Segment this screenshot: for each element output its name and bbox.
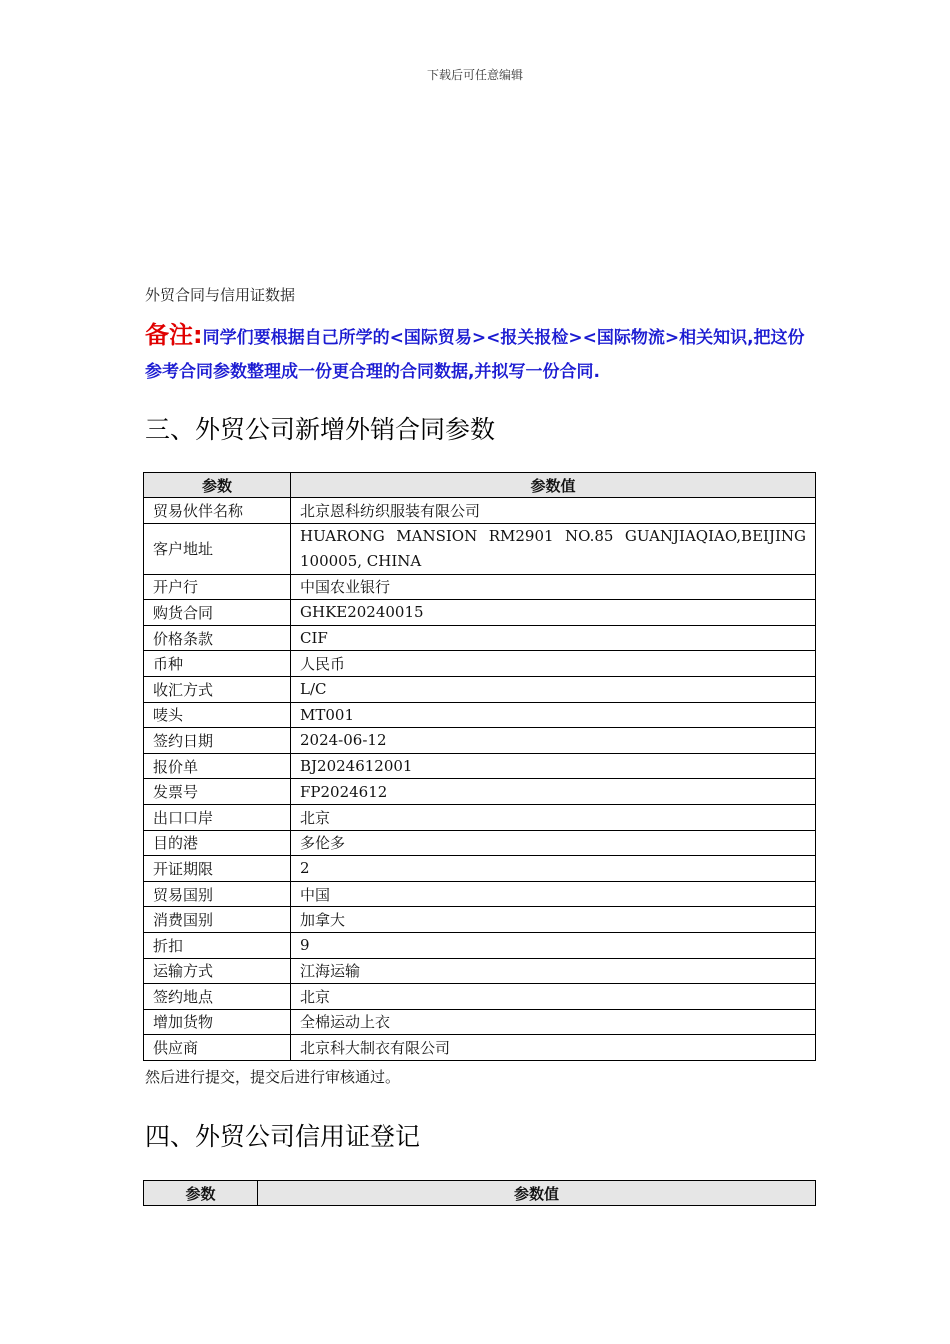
table-row	[144, 498, 816, 524]
table-row	[144, 907, 816, 933]
table-row	[144, 984, 816, 1010]
param-value-cell: 江海运输	[291, 958, 816, 984]
param-name-cell: 消费国别	[144, 907, 291, 933]
param-name-cell: 价格条款	[144, 625, 291, 651]
remark-block	[145, 318, 815, 389]
param-value-cell: CIF	[291, 625, 816, 651]
param-value-cell: 全棉运动上衣	[291, 1009, 816, 1035]
param-name-cell: 币种	[144, 651, 291, 677]
param-name-cell: 购货合同	[144, 600, 291, 626]
column-header-value: 参数值	[291, 473, 816, 498]
table-header-row	[144, 1181, 816, 1206]
param-value-cell: 北京	[291, 804, 816, 830]
param-value-cell: 9	[291, 932, 816, 958]
table-row	[144, 958, 816, 984]
param-name-cell: 贸易国别	[144, 881, 291, 907]
param-value-cell: 多伦多	[291, 830, 816, 856]
table-row	[144, 625, 816, 651]
column-header-value: 参数值	[258, 1181, 816, 1206]
section-4-heading: 四、外贸公司信用证登记	[145, 1122, 421, 1151]
lc-params-table	[143, 1180, 816, 1206]
param-name-cell: 贸易伙伴名称	[144, 498, 291, 524]
param-name-cell: 签约地点	[144, 984, 291, 1010]
table-header-row	[144, 473, 816, 498]
param-name-cell: 开户行	[144, 574, 291, 600]
param-name-cell: 增加货物	[144, 1009, 291, 1035]
param-value-cell: 北京科大制衣有限公司	[291, 1035, 816, 1061]
param-value-cell: MT001	[291, 702, 816, 728]
param-name-cell: 出口口岸	[144, 804, 291, 830]
table-row	[144, 856, 816, 882]
table-row	[144, 728, 816, 754]
param-name-cell: 开证期限	[144, 856, 291, 882]
table-row	[144, 932, 816, 958]
table-row	[144, 753, 816, 779]
table-row	[144, 804, 816, 830]
document-title: 外贸合同与信用证数据	[145, 286, 296, 304]
table-row	[144, 676, 816, 702]
table-row	[144, 651, 816, 677]
param-name-cell: 唛头	[144, 702, 291, 728]
page-header-note: 下载后可任意编辑	[426, 68, 523, 82]
param-name-cell: 目的港	[144, 830, 291, 856]
contract-params-body	[144, 498, 816, 1061]
table-row	[144, 1009, 816, 1035]
submit-note: 然后进行提交，提交后进行审核通过。	[145, 1068, 401, 1086]
param-name-cell: 折扣	[144, 932, 291, 958]
param-value-cell: 2024-06-12	[291, 728, 816, 754]
param-value-cell: 2	[291, 856, 816, 882]
table-row	[144, 523, 816, 574]
contract-params-table	[143, 472, 816, 1061]
param-value-cell: L/C	[291, 676, 816, 702]
section-3-heading: 三、外贸公司新增外销合同参数	[145, 415, 496, 444]
param-value-cell: HUARONG MANSION RM2901 NO.85 GUANJIAQIAO,BEIJING 100005, CHINA	[291, 523, 816, 574]
remark-text: 同学们要根据自己所学的<国际贸易><报关报检><国际物流>相关知识,把这份参考合同参数整理成一份更合理的合同数据,并拟写一份合同.	[145, 328, 805, 382]
param-value-cell: 北京	[291, 984, 816, 1010]
param-name-cell: 运输方式	[144, 958, 291, 984]
param-value-cell: 中国	[291, 881, 816, 907]
param-name-cell: 收汇方式	[144, 676, 291, 702]
param-name-cell: 供应商	[144, 1035, 291, 1061]
table-row	[144, 600, 816, 626]
param-value-cell: 加拿大	[291, 907, 816, 933]
table-row	[144, 830, 816, 856]
param-value-cell: 北京恩科纺织服装有限公司	[291, 498, 816, 524]
param-value-cell: BJ2024612001	[291, 753, 816, 779]
column-header-param: 参数	[144, 473, 291, 498]
param-value-cell: GHKE20240015	[291, 600, 816, 626]
table-row	[144, 881, 816, 907]
param-name-cell: 发票号	[144, 779, 291, 805]
remark-label: 备注:	[145, 321, 203, 349]
table-row	[144, 779, 816, 805]
table-row	[144, 574, 816, 600]
table-row	[144, 702, 816, 728]
param-name-cell: 报价单	[144, 753, 291, 779]
column-header-param: 参数	[144, 1181, 258, 1206]
param-value-cell: 人民币	[291, 651, 816, 677]
param-value-cell: 中国农业银行	[291, 574, 816, 600]
table-row	[144, 1035, 816, 1061]
param-value-cell: FP2024612	[291, 779, 816, 805]
param-name-cell: 签约日期	[144, 728, 291, 754]
param-name-cell: 客户地址	[144, 523, 291, 574]
